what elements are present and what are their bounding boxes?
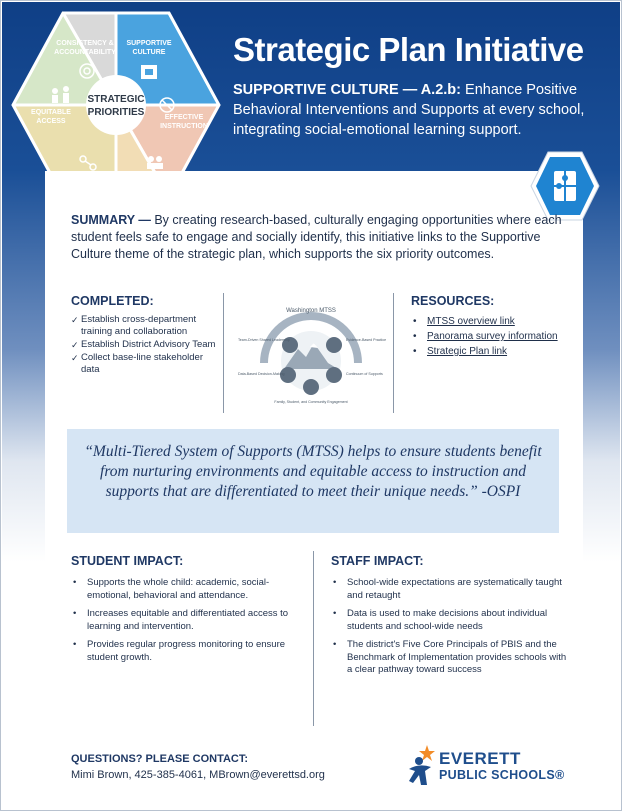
puzzle-small-icon: [141, 65, 157, 79]
mtss-icon-evidence: [326, 337, 342, 353]
student-impact-title: STUDENT IMPACT:: [71, 554, 184, 568]
subtitle-lead: SUPPORTIVE CULTURE — A.2.b:: [233, 82, 461, 98]
everett-public-schools-logo: [405, 743, 565, 789]
contact-heading: QUESTIONS? PLEASE CONTACT:: [71, 753, 249, 765]
mtss-label-data: Data-Based Decision-Making: [238, 372, 285, 376]
subtitle-text: Enhance Positive Behavioral Interventions and Supports at every school, integrating social-emotional learning support.: [233, 82, 585, 138]
student-impact-list: [71, 577, 301, 664]
summary-text: By creating research-based, culturally engaging opportunities where each student feels safe to engage and socially identify, this initiative links to the Supportive Culture theme of the strategic plan, which supports the six priority outcomes.: [71, 213, 562, 261]
staff-impact-item: • School-wide expectations are systematically taught and retaught: [331, 577, 571, 602]
hex-label-consistency-2: ACCOUNTABILITY: [54, 49, 116, 56]
panorama-survey-link[interactable]: Panorama survey information: [427, 331, 558, 342]
student-impact-section: [71, 554, 301, 670]
student-impact-item: • Supports the whole child: academic, social-emotional, behavioral and attendance.: [71, 577, 301, 602]
staff-impact-item: • Data is used to make decisions about individual students and school-wide needs: [331, 608, 571, 633]
washington-mtss-logo: [236, 301, 386, 411]
mtss-icon-family: [303, 379, 319, 395]
divider-left: [223, 293, 224, 413]
hex-label-supportive-1: SUPPORTIVE: [126, 40, 172, 47]
divider-right: [393, 293, 394, 413]
resources-section: [411, 294, 581, 360]
staff-impact-section: [331, 554, 571, 683]
summary-paragraph: [71, 212, 571, 263]
completed-item: ✓ Establish District Advisory Team: [71, 339, 221, 351]
resource-item: [411, 330, 581, 343]
hex-label-consistency-1: CONSISTENCY &: [56, 40, 114, 47]
hex-label-equitable-1: EQUITABLE: [31, 109, 71, 116]
mtss-overview-link[interactable]: MTSS overview link: [427, 316, 515, 327]
contact-details: Mimi Brown, 425-385-4061, MBrown@everettsd.org: [71, 769, 325, 781]
resources-list: [411, 315, 581, 358]
completed-item: ✓ Collect base-line stakeholder data: [71, 352, 221, 376]
contact-section: [71, 753, 325, 781]
resource-item: [411, 315, 581, 328]
mtss-label-evidence: Evidence-Based Practices: [346, 338, 386, 342]
mtss-icon-continuum: [326, 367, 342, 383]
resource-item: [411, 345, 581, 358]
hex-label-equitable-2: ACCESS: [36, 118, 66, 125]
completed-item: ✓ Establish cross-department training and collaboration: [71, 314, 221, 338]
hex-center-line2: PRIORITIES: [87, 107, 145, 118]
divider-impact: [313, 551, 314, 726]
completed-section: [71, 294, 221, 377]
star-figure-icon: [405, 743, 439, 789]
page-title: Strategic Plan Initiative: [233, 31, 584, 68]
hex-label-effective-2: INSTRUCTION: [160, 123, 208, 130]
completed-title: COMPLETED:: [71, 294, 154, 308]
summary-label: SUMMARY —: [71, 213, 151, 227]
hex-center-line1: STRATEGIC: [87, 94, 145, 105]
mtss-quote: “Multi-Tiered System of Supports (MTSS) helps to ensure students benefit from nurturing environments and equitable access to instruction and supports that are differentiated to meet their unique needs.” -OSPI: [84, 443, 542, 500]
student-impact-item: • Provides regular progress monitoring to ensure student growth.: [71, 639, 301, 664]
hex-label-supportive-2: CULTURE: [132, 49, 166, 56]
mtss-label-family: Family, Student, and Community Engagement: [274, 400, 348, 404]
mtss-label-continuum: Continuum of Supports: [346, 372, 383, 376]
hex-label-effective-1: EFFECTIVE: [164, 114, 204, 121]
logo-line2: PUBLIC SCHOOLS®: [439, 768, 565, 782]
staff-impact-list: [331, 577, 571, 677]
mtss-label-leadership: Team-Driven Shared Leadership: [238, 338, 290, 342]
student-impact-item: • Increases equitable and differentiated access to learning and intervention.: [71, 608, 301, 633]
staff-impact-title: STAFF IMPACT:: [331, 554, 424, 568]
completed-list: [71, 314, 221, 376]
resources-title: RESOURCES:: [411, 294, 495, 308]
initiative-subtitle: [233, 80, 603, 140]
logo-line1: EVERETT: [439, 749, 521, 768]
mtss-arc-title: Washington MTSS: [286, 308, 336, 314]
strategic-plan-link[interactable]: Strategic Plan link: [427, 346, 508, 357]
staff-impact-item: • The district's Five Core Principals of PBIS and the Benchmark of Implementation provides schools with a clear pathway toward success: [331, 639, 571, 677]
